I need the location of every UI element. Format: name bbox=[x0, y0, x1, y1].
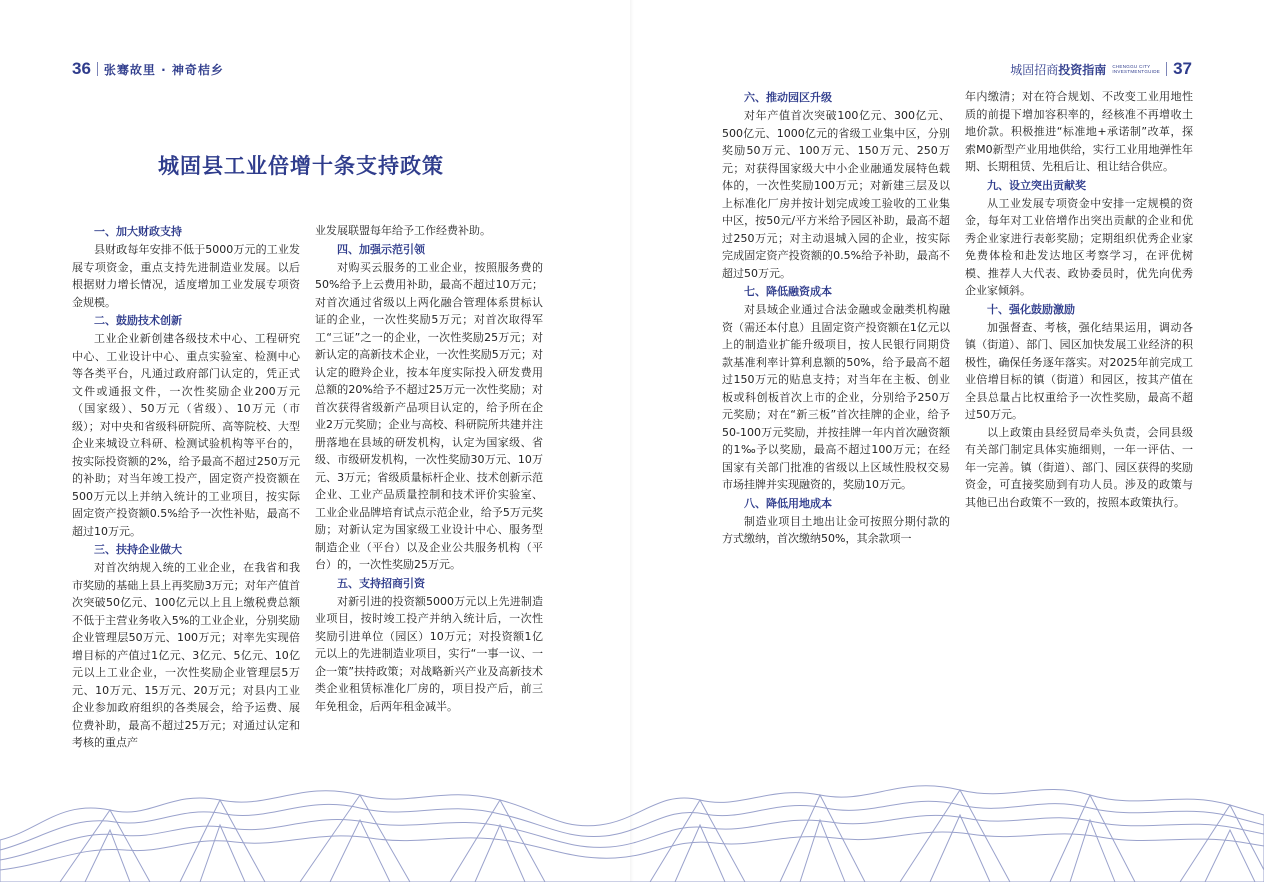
section-paragraph: 对新引进的投资额5000万元以上先进制造业项目，按时竣工投产并纳入统计后，一次性奖励引进单位（园区）10万元；对投资额1亿元以上的先进制造业项目，实行“一事一议、一企一策”扶持政策；对战略新兴产业及高新技术类企业租赁标准化厂房的，项目投产后，前三年免租金，后两年租金减半。 bbox=[315, 594, 543, 713]
section-heading: 七、降低融资成本 bbox=[744, 285, 832, 298]
document-title: 城固县工业倍增十条支持政策 bbox=[158, 153, 444, 178]
section-paragraph: 对县域企业通过合法金融或金融类机构融资（需还本付息）且固定资产投资额在1亿元以上的制造业扩能升级项目，按人民银行同期贷款基准利率计算利息额的50%，给予最高不超过150万元的贴息支持；对当年在主板、创业板或科创板首次上市的企业，分别给予250万元奖励；对在“新三板”首次挂牌的企业，给予50-100万元奖励，并按挂牌一年内首次融资额的1‰予以奖励，最高不超过100万元；在经国家有关部门批准的省级以上区域性股权交易市场挂牌并实现融资的，奖励10万元。 bbox=[722, 303, 950, 491]
left-header-title: 张骞故里 · 神奇桔乡 bbox=[103, 62, 224, 77]
right-header-title: 城固招商投资指南 bbox=[1010, 62, 1107, 77]
section-paragraph: 工业企业新创建各级技术中心、工程研究中心、工业设计中心、重点实验室、检测中心等各类平台，凡通过政府部门认定的，凭正式文件或通报文件，一次性奖励企业200万元（国家级）、50万元（省级）、10万元（市级）；对中央和省级科研院所、高等院校、大型企业来城设立科研、检测试验机构等平台的，按实际投资额的2%，给予最高不超过250万元的补助；对当年竣工投产，固定资产投资额在500万元以上并纳入统计的工业项目，按实际固定资产投资额0.5%给予一次性补贴，最高不超过10万元。 bbox=[72, 332, 300, 538]
section-heading: 一、加大财政支持 bbox=[94, 225, 182, 238]
section-paragraph: 制造业项目土地出让金可按照分期付款的方式缴纳，首次缴纳50%，其余款项一 bbox=[722, 514, 950, 545]
section-paragraph-continued: 业发展联盟每年给予工作经费补助。 bbox=[315, 224, 491, 237]
section-heading: 八、降低用地成本 bbox=[744, 496, 832, 510]
column-3 bbox=[722, 88, 950, 548]
section-paragraph: 对首次纳规入统的工业企业，在我省和我市奖励的基础上县上再奖励3万元；对年产值首次突破50亿元、100亿元以上且上缴税费总额不低于主营业务收入5%的工业企业，分别奖励企业管理层50万元、100万元；对率先实现倍增目标的产值过1亿元、3亿元、5亿元、10亿元以上工业企业，一次性奖励企业管理层5万元、10万元、15万元、20万元；对县内工业企业参加政府组织的各类展会，给予运费、展位费补助，最高不超过25万元；对通过认定和考核的重点产 bbox=[72, 561, 300, 749]
section-heading: 四、加强示范引领 bbox=[337, 242, 425, 256]
column-4 bbox=[965, 88, 1193, 511]
section-paragraph: 从工业发展专项资金中安排一定规模的资金，每年对工业倍增作出突出贡献的企业和优秀企业家进行表彰奖励；定期组织优秀企业家免费体检和赴发达地区考察学习，在评优树模、推荐人大代表、政协委员时，优先向优秀企业家倾斜。 bbox=[965, 196, 1193, 297]
section-heading: 十、强化鼓励激励 bbox=[987, 302, 1075, 316]
section-heading: 五、支持招商引资 bbox=[337, 576, 425, 590]
right-page-number: 37 bbox=[1173, 59, 1192, 78]
right-page bbox=[632, 0, 1264, 882]
section-heading: 六、推动园区升级 bbox=[744, 91, 832, 104]
column-2 bbox=[315, 222, 543, 715]
section-paragraph: 县财政每年安排不低于5000万元的工业发展专项资金，重点支持先进制造业发展。以后根据财力增长情况，适度增加工业发展专项资金规模。 bbox=[72, 243, 300, 309]
mountain-line-art-icon bbox=[0, 770, 1264, 882]
right-header-english: CHENGGU CITY INVESTMENTGUIDE bbox=[1112, 64, 1161, 74]
column-1 bbox=[72, 222, 300, 752]
section-paragraph: 对年产值首次突破100亿元、300亿元、500亿元、1000亿元的省级工业集中区，分别奖励50万元、100万元、150万元、250万元；对获得国家级大中小企业融通发展特色载体的，一次性奖励100万元；对新建三层及以上标准化厂房并按计划完成竣工验收的工业集中区，按50元/平方米给予园区补助，最高不超过250万元；对主动退城入园的企业，按实际完成固定资产投资额的0.5%给予补助，最高不超过50万元。 bbox=[722, 109, 950, 280]
section-heading: 九、设立突出贡献奖 bbox=[987, 178, 1086, 192]
header-divider bbox=[97, 62, 98, 76]
header-divider bbox=[1166, 62, 1167, 76]
section-paragraph-continued: 年内缴清；对在符合规划、不改变工业用地性质的前提下增加容积率的，经核准不再增收土地价款。积极推进“标准地+承诺制”改革，探索M0新型产业用地供给，实行工业用地弹性年期、长期租赁、先租后让、租让结合供应。 bbox=[965, 90, 1193, 173]
left-header bbox=[72, 59, 224, 79]
right-header bbox=[1010, 59, 1192, 79]
section-heading: 二、鼓励技术创新 bbox=[94, 314, 182, 327]
section-heading: 三、扶持企业做大 bbox=[94, 543, 182, 556]
section-paragraph: 对购买云服务的工业企业，按照服务费的50%给予上云费用补助，最高不超过10万元；对首次通过省级以上两化融合管理体系贯标认证的企业，一次性奖励5万元；对首次取得军工“三证”之一的企业，一次性奖励25万元；对新认定的高新技术企业，一次性奖励5万元；对认定的瞪羚企业，按本年度实际投入研发费用总额的20%给予不超过25万元一次性奖励；对首次获得省级新产品项目认定的，给予所在企业2万元奖励；企业与高校、科研院所共建并注册落地在县域的研发机构，认定为国家级、省级、市级研发机构，一次性奖励30万元、10万元、3万元；省级质量标杆企业、技术创新示范企业、工业产品质量控制和技术评价实验室、工业企业品牌培育试点示范企业，给予5万元奖励；对新认定为国家级工业设计中心、服务型制造企业（平台）以及企业公共服务机构（平台）的，一次性奖励25万元。 bbox=[315, 260, 543, 571]
left-page-number: 36 bbox=[72, 59, 91, 78]
section-paragraph: 加强督查、考核，强化结果运用，调动各镇（街道）、部门、园区加快发展工业经济的积极性，确保任务逐年落实。对2025年前完成工业倍增目标的镇（街道）和园区，按其产值在全县总量占比权重给予一次性奖励，最高不超过50万元。 bbox=[965, 320, 1193, 421]
closing-paragraph: 以上政策由县经贸局牵头负责，会同县级有关部门制定具体实施细则，一年一评估、一年一完善。镇（街道）、部门、园区获得的奖励资金，可直接奖励到有功人员。涉及的政策与其他已出台政策不一致的，按照本政策执行。 bbox=[965, 425, 1193, 509]
